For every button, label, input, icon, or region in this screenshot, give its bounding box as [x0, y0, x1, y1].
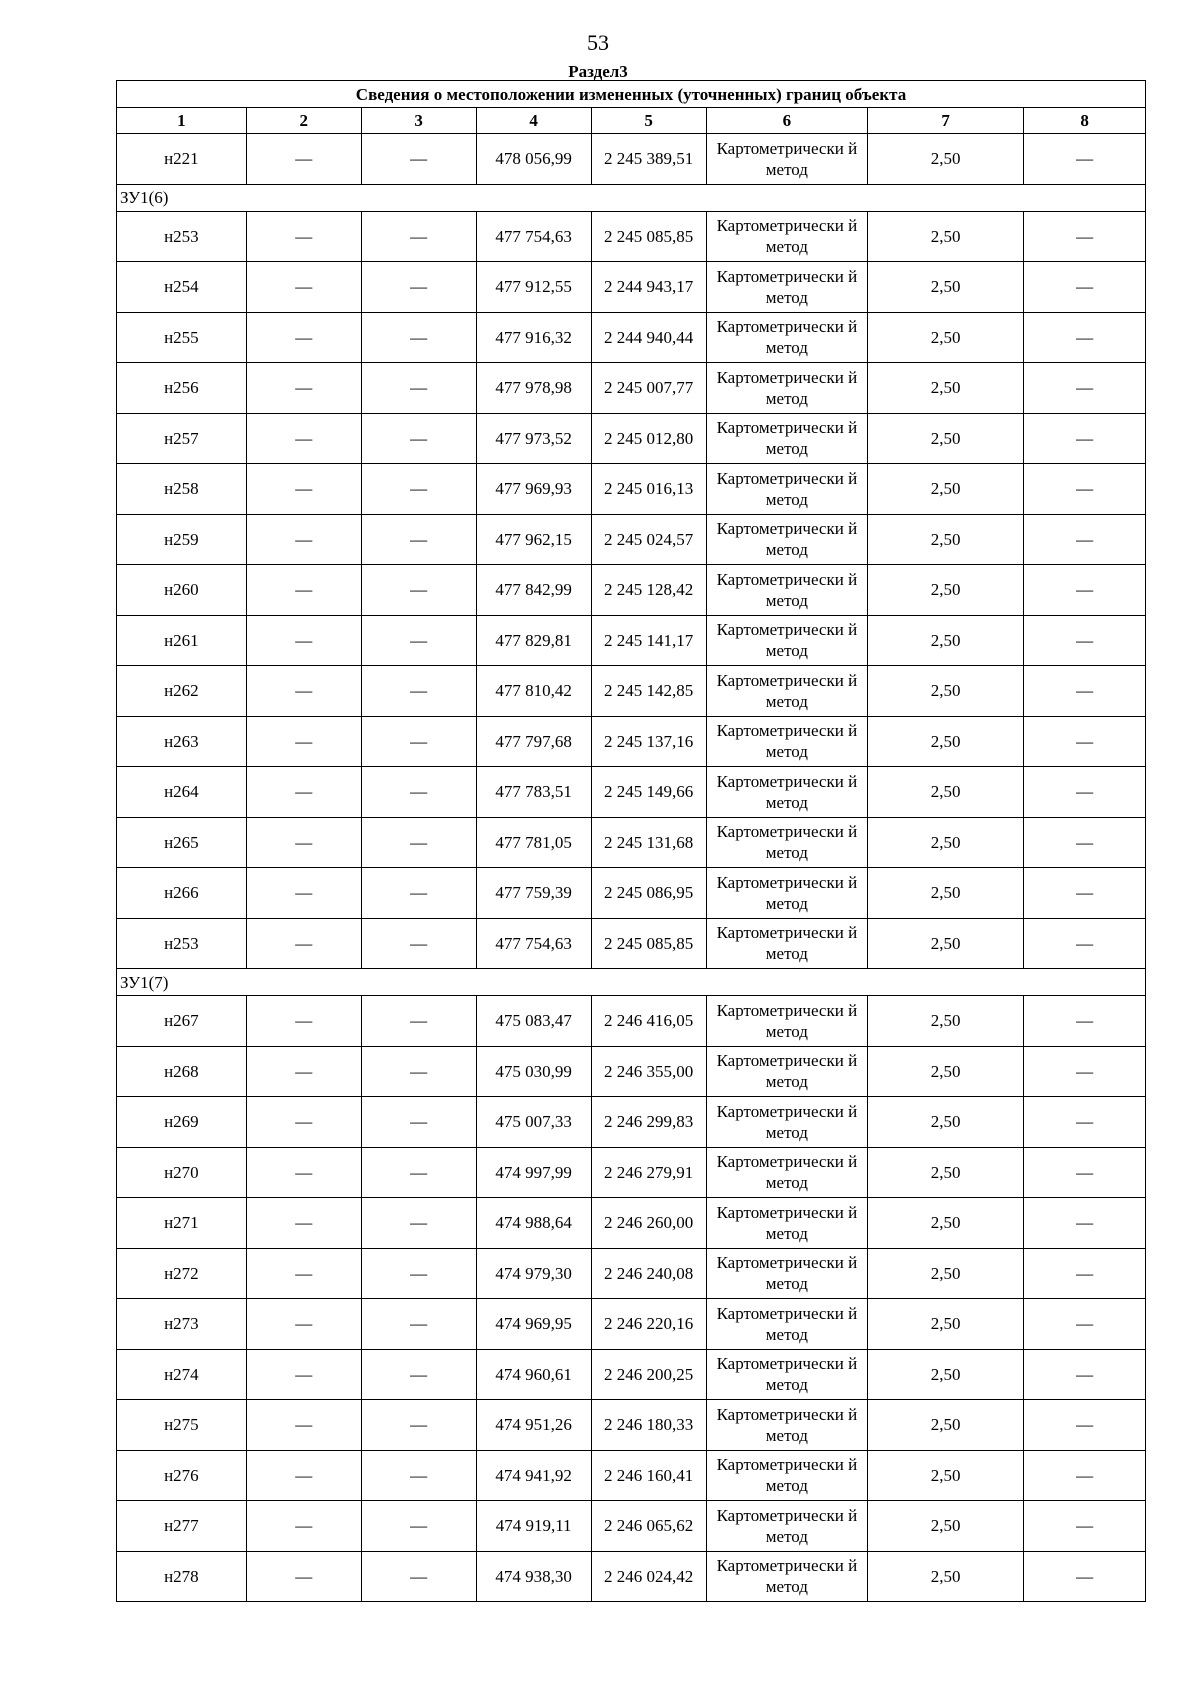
col3-cell: — [361, 1450, 476, 1501]
y-coordinate-cell: 2 244 943,17 [591, 262, 706, 313]
col3-cell: — [361, 615, 476, 666]
col2-cell: — [246, 211, 361, 262]
col2-cell: — [246, 615, 361, 666]
col3-cell: — [361, 1046, 476, 1097]
table-row [117, 1349, 1146, 1400]
method-cell: Картометрически й метод [706, 312, 868, 363]
col3-cell: — [361, 1299, 476, 1350]
column-header: 5 [591, 108, 706, 134]
method-cell: Картометрически й метод [706, 817, 868, 868]
table-row [117, 1501, 1146, 1552]
accuracy-cell: 2,50 [868, 1551, 1024, 1602]
table-row [117, 1299, 1146, 1350]
accuracy-cell: 2,50 [868, 1349, 1024, 1400]
method-cell: Картометрически й метод [706, 1551, 868, 1602]
method-cell: Картометрически й метод [706, 615, 868, 666]
point-number-cell: н274 [117, 1349, 247, 1400]
method-cell: Картометрически й метод [706, 134, 868, 185]
y-coordinate-cell: 2 245 016,13 [591, 464, 706, 515]
col3-cell: — [361, 996, 476, 1047]
y-coordinate-cell: 2 245 085,85 [591, 211, 706, 262]
accuracy-cell: 2,50 [868, 262, 1024, 313]
method-cell: Картометрически й метод [706, 413, 868, 464]
column-header: 1 [117, 108, 247, 134]
col2-cell: — [246, 1450, 361, 1501]
y-coordinate-cell: 2 246 160,41 [591, 1450, 706, 1501]
accuracy-cell: 2,50 [868, 1400, 1024, 1451]
point-number-cell: н277 [117, 1501, 247, 1552]
y-coordinate-cell: 2 245 149,66 [591, 767, 706, 818]
method-cell: Картометрически й метод [706, 1450, 868, 1501]
col2-cell: — [246, 1147, 361, 1198]
x-coordinate-cell: 474 951,26 [476, 1400, 591, 1451]
table-row [117, 1046, 1146, 1097]
method-cell: Картометрически й метод [706, 666, 868, 717]
y-coordinate-cell: 2 246 355,00 [591, 1046, 706, 1097]
table-row [117, 918, 1146, 969]
col2-cell: — [246, 996, 361, 1047]
table-row [117, 464, 1146, 515]
col8-cell: — [1024, 565, 1146, 616]
accuracy-cell: 2,50 [868, 1097, 1024, 1148]
accuracy-cell: 2,50 [868, 868, 1024, 919]
col2-cell: — [246, 1198, 361, 1249]
col3-cell: — [361, 565, 476, 616]
method-cell: Картометрически й метод [706, 1248, 868, 1299]
col8-cell: — [1024, 514, 1146, 565]
y-coordinate-cell: 2 245 137,16 [591, 716, 706, 767]
col8-cell: — [1024, 1198, 1146, 1249]
accuracy-cell: 2,50 [868, 1147, 1024, 1198]
col8-cell: — [1024, 1551, 1146, 1602]
col2-cell: — [246, 413, 361, 464]
col3-cell: — [361, 134, 476, 185]
y-coordinate-cell: 2 245 007,77 [591, 363, 706, 414]
col3-cell: — [361, 363, 476, 414]
accuracy-cell: 2,50 [868, 211, 1024, 262]
accuracy-cell: 2,50 [868, 1450, 1024, 1501]
x-coordinate-cell: 477 754,63 [476, 211, 591, 262]
accuracy-cell: 2,50 [868, 514, 1024, 565]
col8-cell: — [1024, 615, 1146, 666]
method-cell: Картометрически й метод [706, 363, 868, 414]
col3-cell: — [361, 1147, 476, 1198]
accuracy-cell: 2,50 [868, 918, 1024, 969]
accuracy-cell: 2,50 [868, 1198, 1024, 1249]
x-coordinate-cell: 474 938,30 [476, 1551, 591, 1602]
point-number-cell: н275 [117, 1400, 247, 1451]
x-coordinate-cell: 477 842,99 [476, 565, 591, 616]
method-cell: Картометрически й метод [706, 1400, 868, 1451]
col8-cell: — [1024, 1046, 1146, 1097]
point-number-cell: н271 [117, 1198, 247, 1249]
x-coordinate-cell: 475 030,99 [476, 1046, 591, 1097]
table-row [117, 1551, 1146, 1602]
col8-cell: — [1024, 767, 1146, 818]
point-number-cell: н260 [117, 565, 247, 616]
accuracy-cell: 2,50 [868, 312, 1024, 363]
y-coordinate-cell: 2 245 086,95 [591, 868, 706, 919]
section-label: Раздел3 [568, 62, 628, 81]
point-number-cell: н264 [117, 767, 247, 818]
column-header: 2 [246, 108, 361, 134]
method-cell: Картометрически й метод [706, 716, 868, 767]
x-coordinate-cell: 474 988,64 [476, 1198, 591, 1249]
table-row [117, 767, 1146, 818]
col2-cell: — [246, 565, 361, 616]
method-cell: Картометрически й метод [706, 1198, 868, 1249]
col3-cell: — [361, 262, 476, 313]
x-coordinate-cell: 477 754,63 [476, 918, 591, 969]
col8-cell: — [1024, 1097, 1146, 1148]
y-coordinate-cell: 2 245 389,51 [591, 134, 706, 185]
col3-cell: — [361, 413, 476, 464]
x-coordinate-cell: 474 919,11 [476, 1501, 591, 1552]
col2-cell: — [246, 1299, 361, 1350]
table-row [117, 363, 1146, 414]
accuracy-cell: 2,50 [868, 996, 1024, 1047]
y-coordinate-cell: 2 245 012,80 [591, 413, 706, 464]
boundary-table [116, 80, 1146, 1602]
y-coordinate-cell: 2 246 220,16 [591, 1299, 706, 1350]
col2-cell: — [246, 666, 361, 717]
col8-cell: — [1024, 1400, 1146, 1451]
col3-cell: — [361, 868, 476, 919]
y-coordinate-cell: 2 245 131,68 [591, 817, 706, 868]
x-coordinate-cell: 474 969,95 [476, 1299, 591, 1350]
col8-cell: — [1024, 817, 1146, 868]
col3-cell: — [361, 1501, 476, 1552]
x-coordinate-cell: 478 056,99 [476, 134, 591, 185]
method-cell: Картометрически й метод [706, 1501, 868, 1552]
method-cell: Картометрически й метод [706, 565, 868, 616]
col2-cell: — [246, 514, 361, 565]
col2-cell: — [246, 363, 361, 414]
accuracy-cell: 2,50 [868, 1501, 1024, 1552]
col3-cell: — [361, 312, 476, 363]
col3-cell: — [361, 1400, 476, 1451]
col8-cell: — [1024, 1248, 1146, 1299]
table-row [117, 615, 1146, 666]
col3-cell: — [361, 1198, 476, 1249]
col2-cell: — [246, 134, 361, 185]
table-row [117, 716, 1146, 767]
point-number-cell: н262 [117, 666, 247, 717]
table-row [117, 262, 1146, 313]
y-coordinate-cell: 2 245 141,17 [591, 615, 706, 666]
x-coordinate-cell: 477 962,15 [476, 514, 591, 565]
x-coordinate-cell: 474 960,61 [476, 1349, 591, 1400]
point-number-cell: н261 [117, 615, 247, 666]
col3-cell: — [361, 464, 476, 515]
table-row [117, 1450, 1146, 1501]
y-coordinate-cell: 2 246 299,83 [591, 1097, 706, 1148]
point-number-cell: н257 [117, 413, 247, 464]
method-cell: Картометрически й метод [706, 868, 868, 919]
col3-cell: — [361, 211, 476, 262]
column-header: 3 [361, 108, 476, 134]
col8-cell: — [1024, 464, 1146, 515]
point-number-cell: н265 [117, 817, 247, 868]
col2-cell: — [246, 1400, 361, 1451]
parcel-group-label: ЗУ1(6) [117, 184, 1146, 211]
point-number-cell: н256 [117, 363, 247, 414]
table-row [117, 312, 1146, 363]
method-cell: Картометрически й метод [706, 514, 868, 565]
point-number-cell: н273 [117, 1299, 247, 1350]
point-number-cell: н263 [117, 716, 247, 767]
table-row [117, 868, 1146, 919]
x-coordinate-cell: 477 810,42 [476, 666, 591, 717]
y-coordinate-cell: 2 245 024,57 [591, 514, 706, 565]
col2-cell: — [246, 716, 361, 767]
col3-cell: — [361, 767, 476, 818]
col8-cell: — [1024, 1349, 1146, 1400]
method-cell: Картометрически й метод [706, 1299, 868, 1350]
method-cell: Картометрически й метод [706, 211, 868, 262]
method-cell: Картометрически й метод [706, 1046, 868, 1097]
col8-cell: — [1024, 918, 1146, 969]
col2-cell: — [246, 1551, 361, 1602]
table-row [117, 817, 1146, 868]
col8-cell: — [1024, 1147, 1146, 1198]
col2-cell: — [246, 767, 361, 818]
col8-cell: — [1024, 868, 1146, 919]
col8-cell: — [1024, 996, 1146, 1047]
point-number-cell: н270 [117, 1147, 247, 1198]
x-coordinate-cell: 477 912,55 [476, 262, 591, 313]
parcel-group-label: ЗУ1(7) [117, 969, 1146, 996]
column-header: 6 [706, 108, 868, 134]
point-number-cell: н278 [117, 1551, 247, 1602]
table-row [117, 666, 1146, 717]
accuracy-cell: 2,50 [868, 1248, 1024, 1299]
col8-cell: — [1024, 211, 1146, 262]
point-number-cell: н255 [117, 312, 247, 363]
point-number-cell: н254 [117, 262, 247, 313]
col2-cell: — [246, 312, 361, 363]
col3-cell: — [361, 817, 476, 868]
point-number-cell: н272 [117, 1248, 247, 1299]
col2-cell: — [246, 1501, 361, 1552]
accuracy-cell: 2,50 [868, 565, 1024, 616]
accuracy-cell: 2,50 [868, 1299, 1024, 1350]
col8-cell: — [1024, 134, 1146, 185]
y-coordinate-cell: 2 244 940,44 [591, 312, 706, 363]
accuracy-cell: 2,50 [868, 363, 1024, 414]
column-header: 4 [476, 108, 591, 134]
parcel-group-row [117, 184, 1146, 211]
y-coordinate-cell: 2 245 085,85 [591, 918, 706, 969]
col2-cell: — [246, 1097, 361, 1148]
point-number-cell: н269 [117, 1097, 247, 1148]
col8-cell: — [1024, 262, 1146, 313]
table-row [117, 565, 1146, 616]
y-coordinate-cell: 2 245 128,42 [591, 565, 706, 616]
col2-cell: — [246, 868, 361, 919]
table-row [117, 514, 1146, 565]
col3-cell: — [361, 1248, 476, 1299]
method-cell: Картометрически й метод [706, 1147, 868, 1198]
col8-cell: — [1024, 1501, 1146, 1552]
y-coordinate-cell: 2 246 240,08 [591, 1248, 706, 1299]
table-row [117, 1400, 1146, 1451]
col8-cell: — [1024, 1299, 1146, 1350]
y-coordinate-cell: 2 246 024,42 [591, 1551, 706, 1602]
col8-cell: — [1024, 666, 1146, 717]
y-coordinate-cell: 2 245 142,85 [591, 666, 706, 717]
table-title: Сведения о местоположении измененных (уточненных) границ объекта [117, 81, 1146, 108]
table-row [117, 1097, 1146, 1148]
point-number-cell: н267 [117, 996, 247, 1047]
col3-cell: — [361, 716, 476, 767]
x-coordinate-cell: 474 979,30 [476, 1248, 591, 1299]
method-cell: Картометрически й метод [706, 767, 868, 818]
method-cell: Картометрически й метод [706, 464, 868, 515]
column-header: 7 [868, 108, 1024, 134]
table-row [117, 1198, 1146, 1249]
method-cell: Картометрически й метод [706, 996, 868, 1047]
table-caption-row [117, 81, 1146, 108]
accuracy-cell: 2,50 [868, 1046, 1024, 1097]
col3-cell: — [361, 666, 476, 717]
accuracy-cell: 2,50 [868, 716, 1024, 767]
col3-cell: — [361, 918, 476, 969]
col3-cell: — [361, 1097, 476, 1148]
col8-cell: — [1024, 312, 1146, 363]
col8-cell: — [1024, 413, 1146, 464]
x-coordinate-cell: 474 997,99 [476, 1147, 591, 1198]
point-number-cell: н259 [117, 514, 247, 565]
point-number-cell: н258 [117, 464, 247, 515]
method-cell: Картометрически й метод [706, 262, 868, 313]
parcel-group-row [117, 969, 1146, 996]
col2-cell: — [246, 1046, 361, 1097]
x-coordinate-cell: 477 781,05 [476, 817, 591, 868]
x-coordinate-cell: 477 797,68 [476, 716, 591, 767]
accuracy-cell: 2,50 [868, 413, 1024, 464]
x-coordinate-cell: 474 941,92 [476, 1450, 591, 1501]
x-coordinate-cell: 477 759,39 [476, 868, 591, 919]
x-coordinate-cell: 475 007,33 [476, 1097, 591, 1148]
col2-cell: — [246, 918, 361, 969]
x-coordinate-cell: 477 973,52 [476, 413, 591, 464]
table-row [117, 1248, 1146, 1299]
y-coordinate-cell: 2 246 416,05 [591, 996, 706, 1047]
table-row [117, 1147, 1146, 1198]
accuracy-cell: 2,50 [868, 767, 1024, 818]
point-number-cell: н253 [117, 211, 247, 262]
method-cell: Картометрически й метод [706, 1349, 868, 1400]
col8-cell: — [1024, 363, 1146, 414]
point-number-cell: н276 [117, 1450, 247, 1501]
column-header-row [117, 108, 1146, 134]
point-number-cell: н268 [117, 1046, 247, 1097]
x-coordinate-cell: 477 969,93 [476, 464, 591, 515]
accuracy-cell: 2,50 [868, 817, 1024, 868]
accuracy-cell: 2,50 [868, 615, 1024, 666]
accuracy-cell: 2,50 [868, 134, 1024, 185]
x-coordinate-cell: 475 083,47 [476, 996, 591, 1047]
x-coordinate-cell: 477 783,51 [476, 767, 591, 818]
point-number-cell: н266 [117, 868, 247, 919]
table-row [117, 134, 1146, 185]
col3-cell: — [361, 1551, 476, 1602]
col8-cell: — [1024, 1450, 1146, 1501]
col2-cell: — [246, 1349, 361, 1400]
table-row [117, 211, 1146, 262]
x-coordinate-cell: 477 978,98 [476, 363, 591, 414]
col2-cell: — [246, 817, 361, 868]
col2-cell: — [246, 262, 361, 313]
col2-cell: — [246, 1248, 361, 1299]
point-number-cell: н221 [117, 134, 247, 185]
page-number: 53 [587, 30, 609, 55]
y-coordinate-cell: 2 246 065,62 [591, 1501, 706, 1552]
accuracy-cell: 2,50 [868, 464, 1024, 515]
table-row [117, 996, 1146, 1047]
table-row [117, 413, 1146, 464]
col3-cell: — [361, 1349, 476, 1400]
point-number-cell: н253 [117, 918, 247, 969]
method-cell: Картометрически й метод [706, 1097, 868, 1148]
column-header: 8 [1024, 108, 1146, 134]
col8-cell: — [1024, 716, 1146, 767]
x-coordinate-cell: 477 916,32 [476, 312, 591, 363]
method-cell: Картометрически й метод [706, 918, 868, 969]
y-coordinate-cell: 2 246 180,33 [591, 1400, 706, 1451]
y-coordinate-cell: 2 246 260,00 [591, 1198, 706, 1249]
y-coordinate-cell: 2 246 279,91 [591, 1147, 706, 1198]
col2-cell: — [246, 464, 361, 515]
col3-cell: — [361, 514, 476, 565]
x-coordinate-cell: 477 829,81 [476, 615, 591, 666]
accuracy-cell: 2,50 [868, 666, 1024, 717]
y-coordinate-cell: 2 246 200,25 [591, 1349, 706, 1400]
